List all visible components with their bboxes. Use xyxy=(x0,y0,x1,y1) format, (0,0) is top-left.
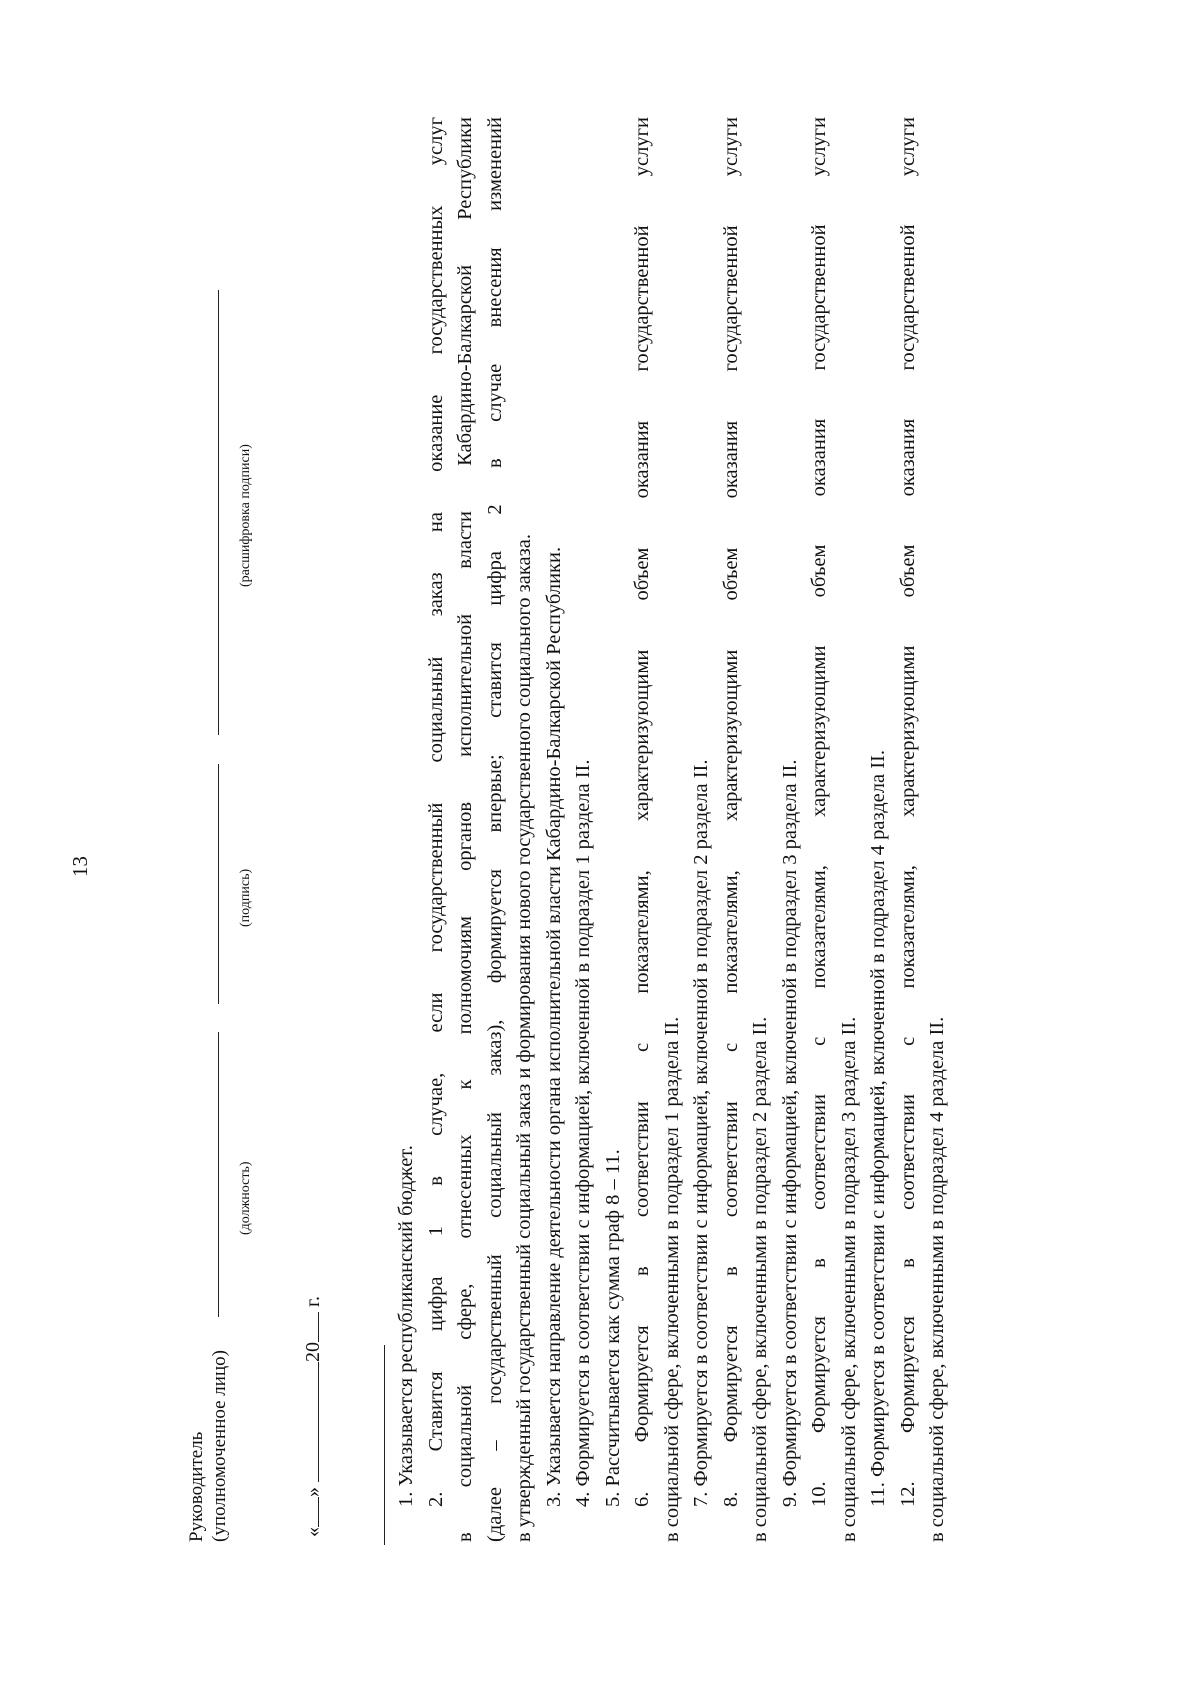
footnote-3: 3. Указывается направление деятельности органа исполнительной власти Кабардино-Балкарской Республики. xyxy=(542,546,565,1507)
day-blank xyxy=(300,1497,319,1527)
signatory-title: Руководитель xyxy=(186,1431,207,1542)
year-prefix: 20 xyxy=(302,1342,324,1362)
signatory-subtitle: (уполномоченное лицо) xyxy=(209,1350,230,1542)
footnote-6-line2: в социальной сфере, включенными в подраздел 1 раздела II. xyxy=(660,1016,683,1542)
month-blank xyxy=(300,1362,319,1482)
name-line xyxy=(218,290,219,735)
footnote-6-line1: 6. Формируется в соответствии с показателями, характеризующими объем оказания государственной услуги xyxy=(631,117,653,1507)
name-caption: (расшифровка подписи) xyxy=(238,444,253,587)
signature-caption: (подпись) xyxy=(238,868,253,927)
position-line xyxy=(218,1032,219,1317)
footnote-4: 4. Формируется в соответствии с информацией, включенной в подраздел 1 раздела II. xyxy=(572,759,594,1507)
footnote-10-line2: в социальной сфере, включенными в подраздел 3 раздела II. xyxy=(837,1016,860,1542)
footnote-2-line3: (далее – государственный социальный заказ), формируется впервые; ставится цифра 2 в случае внесения изменений xyxy=(483,117,506,1542)
footnote-1: 1. Указывается республиканский бюджет. xyxy=(395,1145,417,1507)
footnote-9: 9. Формируется в соответствии с информацией, включенной в подраздел 3 раздела II. xyxy=(778,759,801,1507)
year-suffix: г. xyxy=(302,1296,324,1307)
footnote-10-line1: 10. Формируется в соответствии с показателями, характеризующими объем оказания государственной услуги xyxy=(808,117,830,1507)
footnote-8-line1: 8. Формируется в соответствии с показателями, характеризующими объем оказания государственной услуги xyxy=(719,117,742,1507)
page-number: 13 xyxy=(68,856,92,877)
footnote-11: 11. Формируется в соответствии с информацией, включенной в подраздел 4 раздела II. xyxy=(867,750,889,1507)
footnote-2-line2: в социальной сфере, отнесенных к полномочиям органов исполнительной власти Кабардино-Балкарской Республики xyxy=(454,117,476,1542)
footnote-5: 5. Рассчитывается как сумма граф 8 – 11. xyxy=(601,1149,624,1507)
footnote-separator xyxy=(384,1345,385,1545)
signatory-heading xyxy=(185,1350,231,1542)
footnotes xyxy=(392,117,953,1542)
footnote-12-line1: 12. Формируется в соответствии с показателями, характеризующими объем оказания государственной услуги xyxy=(896,117,919,1507)
signature-line xyxy=(218,764,219,1004)
date-open-quote: « xyxy=(302,1527,324,1537)
position-caption: (должность) xyxy=(238,1161,253,1235)
date-field xyxy=(300,1296,325,1537)
year-blank xyxy=(300,1312,319,1342)
footnote-12-line2: в социальной сфере, включенными в подраздел 4 раздела II. xyxy=(926,1016,948,1542)
footnote-2-line1: 2. Ставится цифра 1 в случае, если государственный социальный заказ на оказание государственных услуг xyxy=(424,117,447,1507)
footnote-7: 7. Формируется в соответствии с информацией, включенной в подраздел 2 раздела II. xyxy=(690,759,712,1507)
footnote-2-line4: в утвержденный государственный социальный заказ и формирования нового государственного социального заказа. xyxy=(513,534,535,1542)
date-close-quote: » xyxy=(302,1487,324,1497)
footnote-8-line2: в социальной сфере, включенными в подраздел 2 раздела II. xyxy=(749,1016,771,1542)
